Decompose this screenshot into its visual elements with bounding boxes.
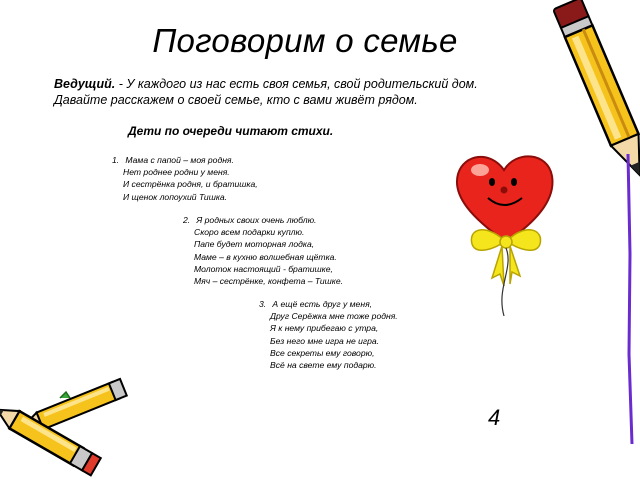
poem-number: 3. [259,299,267,309]
poem-3 [259,298,398,371]
pencils-icon [0,368,140,480]
heart-balloon-icon [452,148,562,318]
poem-number: 2. [183,215,191,225]
poem-line: 3. А ещё есть друг у меня, [259,299,373,309]
intro-text: - У каждого из нас есть своя семья, свой родительский дом. Давайте расскажем о своей семье, кто с вами живёт рядом. [54,77,478,107]
poem-line: Скоро всем подарки куплю. [194,227,305,238]
poem-line: Маме – в кухню волшебная щётка. [194,251,337,262]
intro-speaker: Ведущий. [54,77,116,91]
poem-line: Молоток настоящий - братишке, [194,263,333,274]
children-heading: Дети по очереди читают стихи. [128,124,334,138]
poem-line: Все секреты ему говорю, [270,347,375,358]
poem-line: 1. Мама с папой – моя родня. [112,155,234,165]
poem-2 [183,214,343,287]
poem-line: Без него мне игра не игра. [270,335,380,346]
poem-line: И щенок лопоухий Тишка. [123,191,228,202]
poem-line: 2. Я родных своих очень люблю. [183,215,317,225]
poem-line: Друг Серёжка мне тоже родня. [270,311,398,322]
poem-line: Папе будет моторная лодка, [194,239,315,250]
poem-line: И сестрёнка родня, и братишка, [123,179,258,190]
intro-paragraph [54,76,524,108]
poem-line: Я к нему прибегаю с утра, [270,323,379,334]
page-number: 4 [488,405,501,430]
poem-line: Мяч – сестрёнке, конфета – Тишке. [194,276,344,287]
poem-line: Всё на свете ему подарю. [270,360,377,371]
poem-number: 1. [112,155,120,165]
poem-line: Нет роднее родни у меня. [123,167,230,178]
slide-title: Поговорим о семье [152,22,458,59]
poem-1 [112,154,258,203]
